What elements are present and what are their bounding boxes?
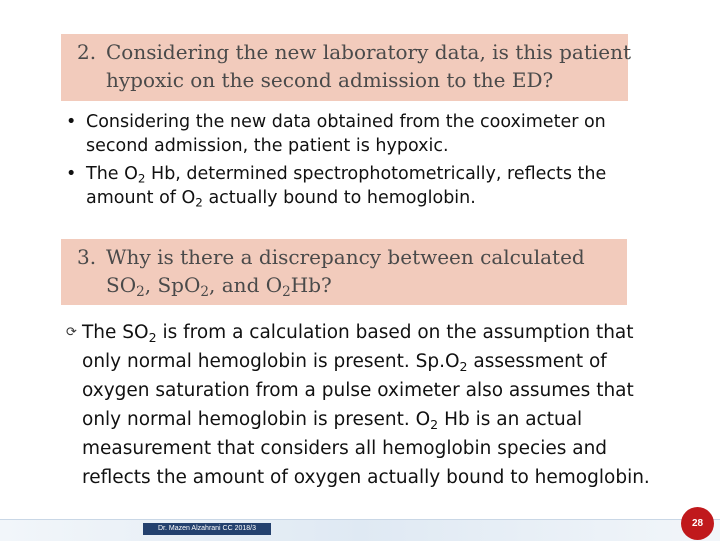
question-3-number: 3. [77, 245, 97, 269]
answer-line-3: oxygen saturation from a pulse oximeter also assumes that [82, 380, 634, 401]
question-2-box [61, 34, 632, 101]
question-2-line-1: Considering the new laboratory data, is this patient [106, 40, 632, 64]
bullet-dot-icon: • [66, 112, 77, 132]
question-3-line-1: Why is there a discrepancy between calculated [106, 245, 585, 269]
answer-line-2: only normal hemoglobin is present. $Sp.O_2$ assessment of [82, 351, 607, 374]
answer-line-4: only normal hemoglobin is present. $O_2$ Hb is an actual [82, 409, 583, 432]
bullet-1-line-2: second admission, the patient is hypoxic. [86, 136, 449, 156]
answer-paragraph [66, 318, 706, 492]
answer-line-6: reflects the amount of oxygen actually bound to hemoglobin. [82, 467, 650, 488]
footer-author-label: Dr. Mazen Alzahrani CC 2018/3 [143, 523, 271, 535]
answer-line-5: measurement that considers all hemoglobin species and [82, 438, 608, 459]
bullet-item-1 [66, 110, 706, 158]
bullet-dot-icon: • [66, 164, 77, 184]
footer-bar [0, 519, 720, 541]
bullet-2-line-1: The $O_2$ Hb, determined spectrophotometrically, reflects the [86, 164, 607, 186]
bullet-arrow-icon: ⟳ [66, 325, 77, 340]
question-3-line-2: $SO_2$, SpO$_2$, and $O_2Hb$? [106, 273, 332, 301]
bullet-item-2 [66, 162, 706, 210]
question-2-number: 2. [77, 40, 97, 64]
bullet-2-line-2: amount of $O_2$ actually bound to hemoglobin. [86, 188, 476, 210]
answer-line-1: The $SO_2$ is from a calculation based on the assumption that [82, 322, 634, 345]
question-2-text [106, 38, 646, 94]
question-3-text [106, 243, 646, 299]
question-2-line-2: hypoxic on the second admission to the ED? [106, 68, 554, 92]
bullet-list [66, 110, 706, 214]
bullet-1-line-1: Considering the new data obtained from the cooximeter on [86, 112, 606, 132]
page-number-badge: 28 [681, 507, 714, 540]
question-3-box [61, 239, 627, 305]
